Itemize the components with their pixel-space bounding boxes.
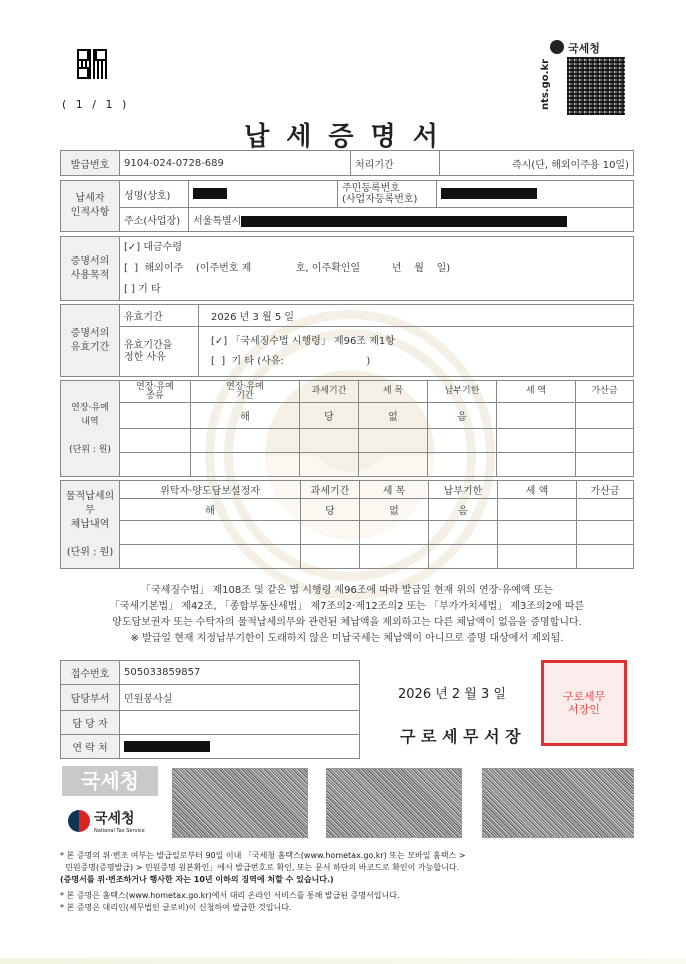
physical-header-taxitem: 세 목 — [360, 481, 429, 499]
physical-section: 물적납세의무 체납내역 (단위 : 원) — [61, 481, 120, 569]
office-table — [60, 660, 360, 759]
qr-code-top — [76, 48, 108, 80]
footer-note-5: * 본 증명은 대리인(세무법인 글로비)이 신청하여 발급한 것입니다. — [60, 903, 292, 912]
delay-header-type: 연장·유예 종류 — [120, 381, 191, 403]
validity-table — [60, 304, 634, 377]
delay-header-taxperiod: 과세기간 — [300, 381, 359, 403]
issue-date: 2026 년 2 월 3 일 — [398, 687, 506, 702]
name-redacted — [193, 188, 227, 199]
notice-line-3: 양도담보권자 또는 수탁자의 물적납세의무와 관련된 체납액을 제외하고는 다른 체납액이 없음을 증명합니다. — [112, 617, 582, 628]
certification-notice — [60, 583, 634, 647]
page-bottom-bar — [0, 958, 686, 964]
physical-liability-table — [60, 480, 634, 569]
purpose-option-payment: [✓] 대금수령 — [124, 242, 183, 253]
address-prefix: 서울특별시 — [193, 216, 242, 227]
footer-note-2: 민원증명(증명발급) > 민원증명 원본확인」에서 발급번호로 확인, 또는 문서 하단의 바코드로 확인이 가능합니다. — [60, 863, 460, 872]
agency-logo-sub: National Tax Service — [94, 828, 145, 834]
reason-option-other: [ ] 기 타 (사유: ) — [211, 355, 371, 367]
physical-header-duedate: 납부기한 — [429, 481, 498, 499]
delay-header-amount: 세 액 — [497, 381, 576, 403]
notice-line-2: 「국세기본법」 제42조, 「종합부동산세법」 제7조의2·제12조의2 또는 「부가가치세법」 제3조의2에 따른 — [109, 601, 585, 612]
issuer-name: 구 로 세 무 서 장 — [400, 727, 521, 746]
person-value — [120, 711, 360, 735]
footer-note-4: * 본 증명은 홈택스(www.hometax.go.kr)에서 대리 온라인 서비스를 통해 발급된 증명서입니다. — [60, 891, 400, 900]
purpose-table — [60, 236, 634, 301]
official-seal-stamp: 구로세무서장인 — [541, 660, 627, 746]
process-label: 처리기간 — [351, 151, 440, 176]
verification-barcode-2 — [326, 768, 462, 838]
delay-section: 연장·유예 내역 (단위 : 원) — [61, 381, 120, 477]
delay-table — [60, 380, 634, 477]
period-label: 유효기간 — [120, 305, 199, 327]
physical-header-amount: 세 액 — [498, 481, 577, 499]
address-redacted — [241, 216, 567, 227]
rrn-label: 주민등록번호 (사업자등록번호) — [338, 181, 437, 208]
issue-info-table — [60, 150, 634, 176]
nts-logo-icon — [68, 810, 90, 832]
verification-barcode-1 — [172, 768, 308, 838]
payer-section: 납세자 인적사항 — [61, 181, 120, 232]
receipt-label: 접수번호 — [61, 661, 120, 685]
physical-header-trustor: 위탁자·양도담보설정자 — [120, 481, 301, 499]
payer-table — [60, 180, 634, 232]
purpose-option-emigration: [ ] 해외이주 (이주번호 제 호, 이주확인일 년 월 일) — [124, 263, 451, 274]
contact-redacted — [124, 741, 210, 752]
notice-line-4: ※ 발급일 현재 지정납부기한이 도래하지 않은 미납국세는 체납액이 아니므로 증명 대상에서 제외됨. — [130, 633, 564, 644]
rrn-redacted — [441, 188, 537, 199]
agency-logo-watermark: 국세청 — [62, 766, 158, 796]
process-value: 즉시(단, 해외이주용 10일) — [440, 151, 634, 176]
contact-label: 연 락 처 — [61, 735, 120, 759]
physical-header-taxperiod: 과세기간 — [301, 481, 360, 499]
validity-section: 증명서의 유효기간 — [61, 305, 120, 377]
receipt-no: 505033859857 — [120, 661, 360, 685]
delay-header-period: 연장·유예 기간 — [191, 381, 300, 403]
footer-notes — [60, 850, 640, 914]
footer-note-1: * 본 증명의 위·변조 여부는 발급일로부터 90일 이내 「국세청 홈택스(www.hometax.go.kr) 또는 모바일 홈택스 > — [60, 851, 466, 860]
delay-header-taxitem: 세 목 — [359, 381, 428, 403]
nts-emblem-icon — [550, 40, 564, 54]
agency-logo-name: 국세청 — [94, 811, 135, 827]
notice-line-1: 「국세징수법」 제108조 및 같은 법 시행령 제96조에 따라 발급일 현재 위의 연장·유예액 또는 — [141, 585, 553, 596]
period-value: 2026 년 3 월 5 일 — [199, 305, 634, 327]
physical-header-penalty: 가산금 — [577, 481, 634, 499]
name-label: 성명(상호) — [120, 181, 189, 208]
issue-no-label: 발급번호 — [61, 151, 120, 176]
qr-code-right — [566, 56, 626, 116]
verification-barcode-3 — [482, 768, 634, 838]
agency-url: nts.go.kr — [540, 58, 551, 110]
table-row: 해 당 없 음 — [61, 499, 634, 521]
reason-label: 유효기간을 정한 사유 — [120, 327, 199, 377]
purpose-section: 증명서의 사용목적 — [61, 237, 120, 301]
page-counter: ( 1 / 1 ) — [62, 98, 130, 111]
footer-note-3: (증명서를 위·변조하거나 행사한 자는 10년 이하의 징역에 처할 수 있습니다.) — [60, 875, 334, 884]
delay-header-penalty: 가산금 — [576, 381, 634, 403]
address-label: 주소(사업장) — [120, 208, 189, 232]
dept-label: 담당부서 — [61, 685, 120, 711]
person-label: 담 당 자 — [61, 711, 120, 735]
purpose-option-other: [ ] 기 타 — [124, 284, 161, 295]
delay-header-duedate: 납부기한 — [428, 381, 497, 403]
reason-option-law: [✓] 「국세징수법 시행령」 제96조 제1항 — [211, 335, 395, 347]
table-row: 해 당 없 음 — [61, 403, 634, 429]
dept-value: 민원봉사실 — [120, 685, 360, 711]
document-title: 납 세 증 명 서 — [244, 122, 442, 152]
agency-name: 국세청 — [568, 42, 600, 55]
issue-no: 9104-024-0728-689 — [120, 151, 351, 176]
